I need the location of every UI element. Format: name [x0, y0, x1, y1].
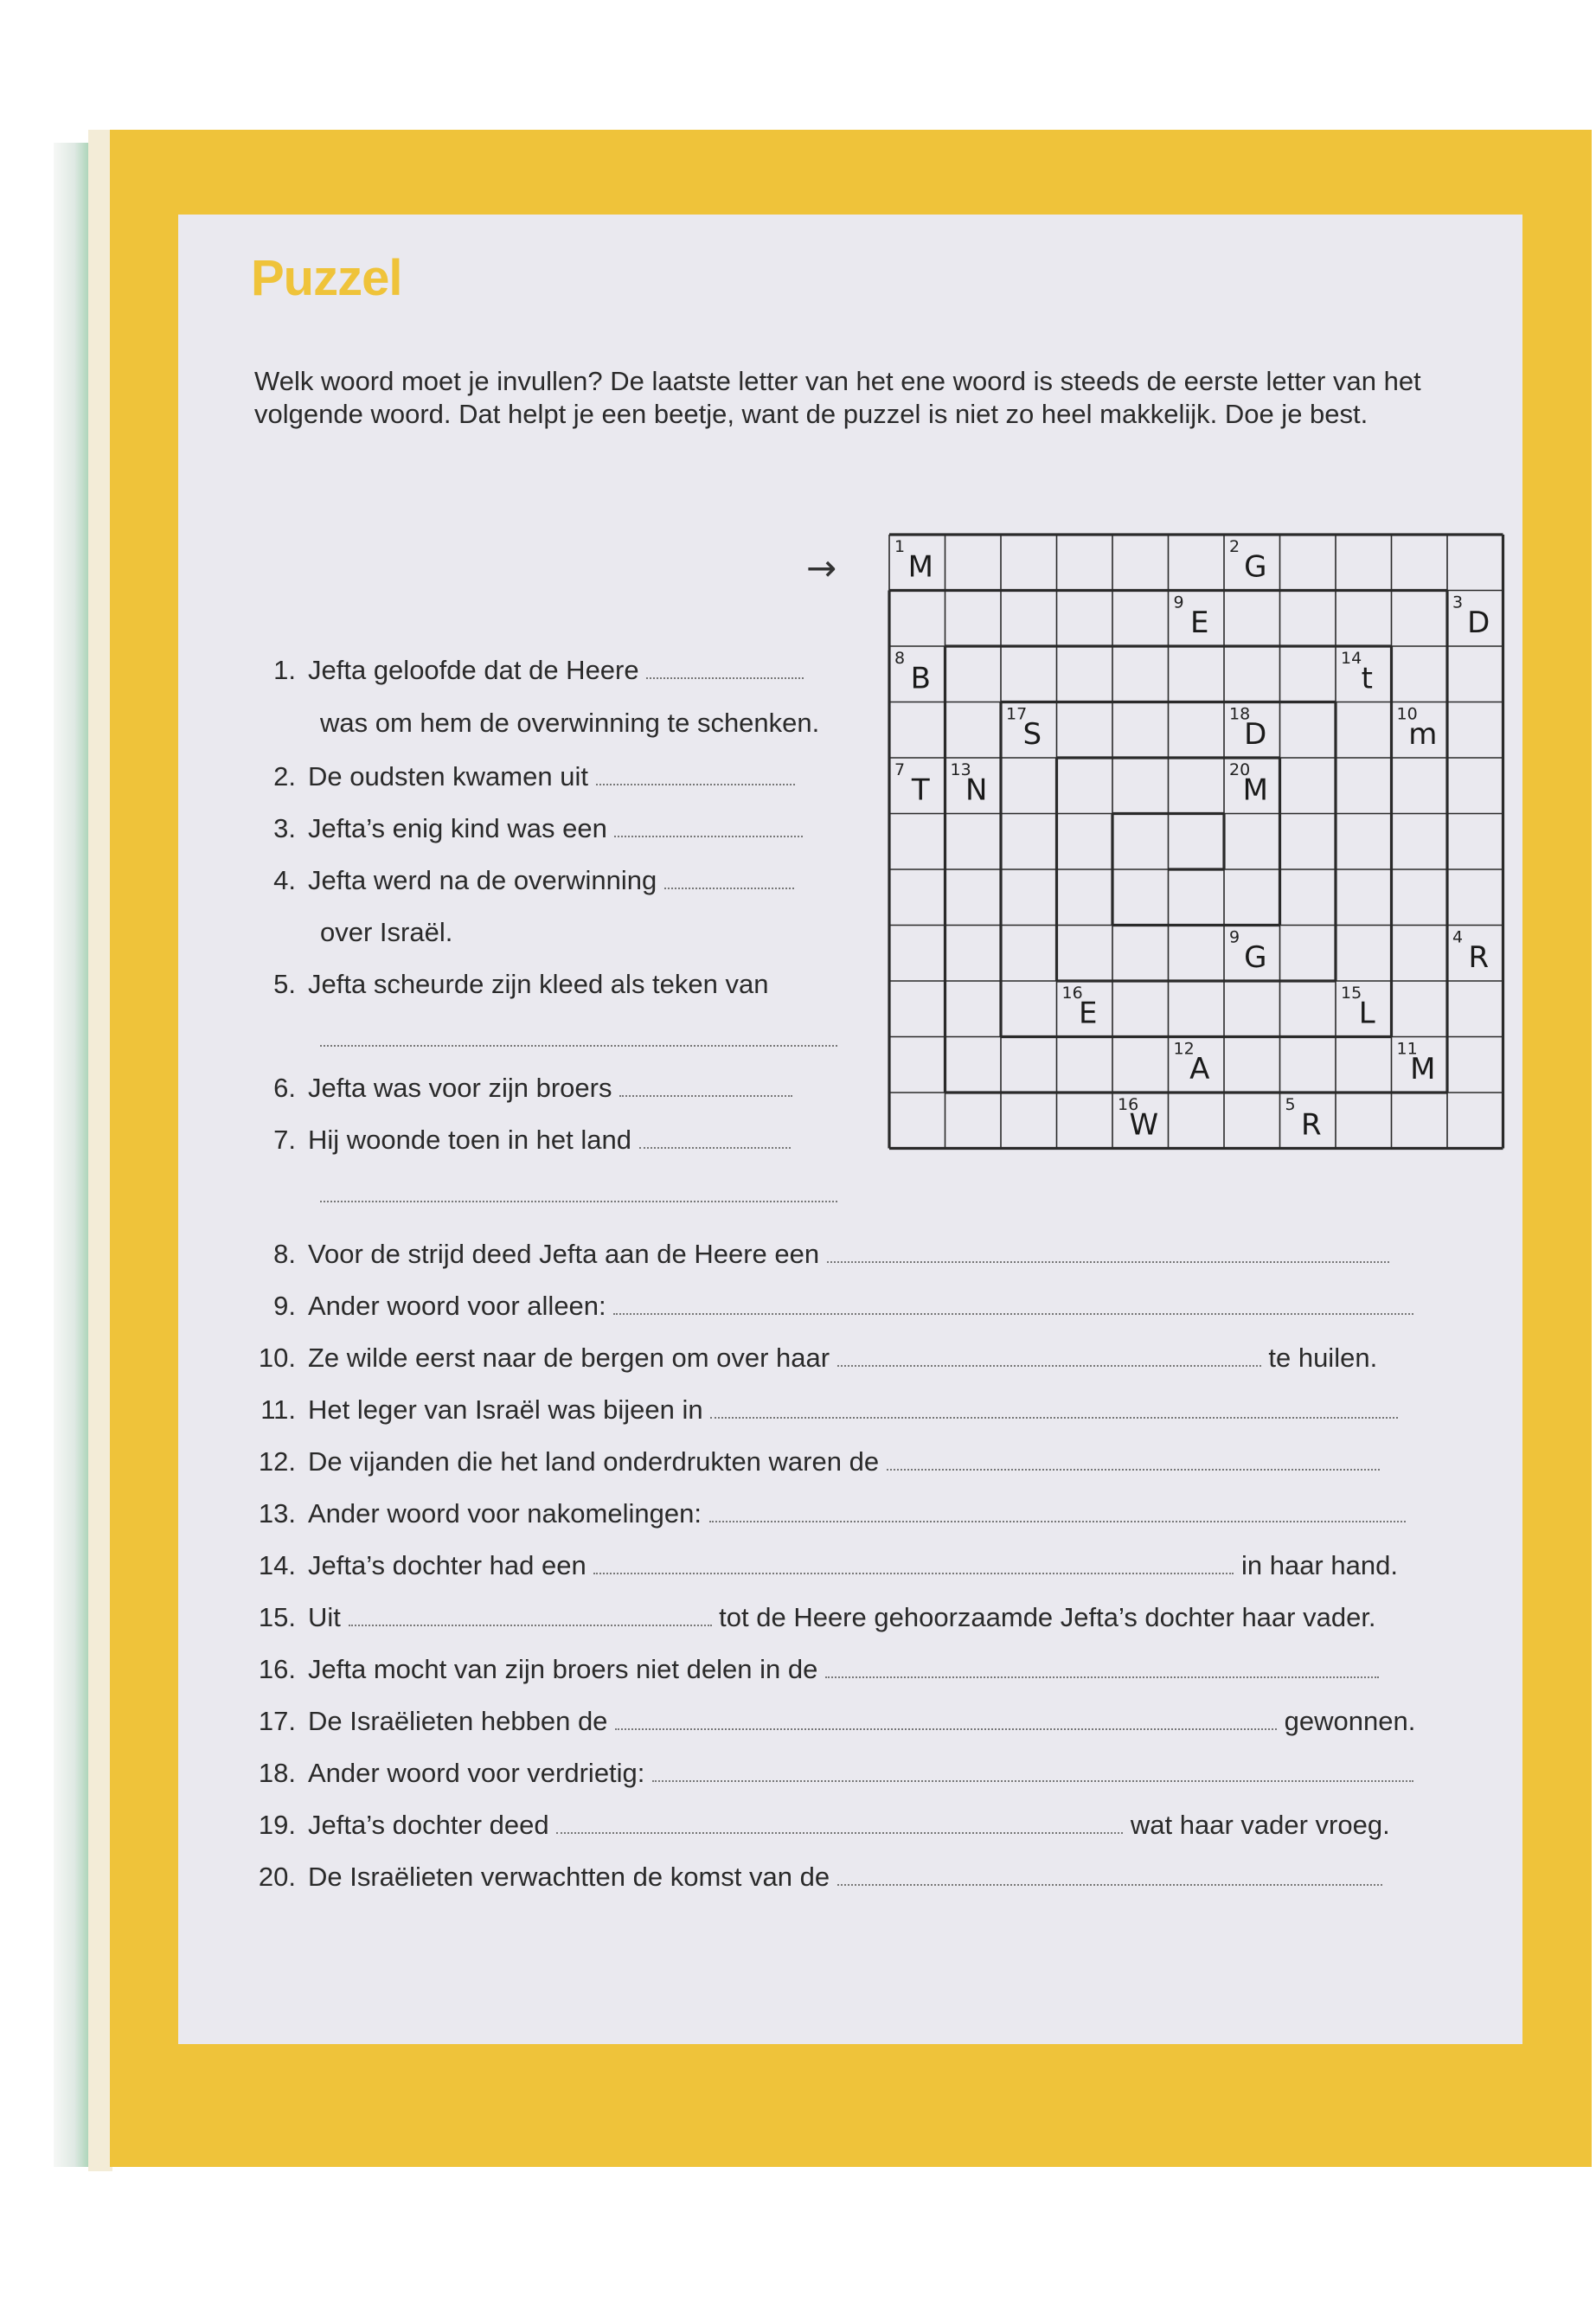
answer-line[interactable]: [652, 1775, 1413, 1782]
clue-13: [251, 1498, 1406, 1529]
grid-cell-number: 7: [894, 760, 906, 779]
clue-text: Ze wilde eerst naar de bergen om over haar: [308, 1343, 830, 1373]
grid-cell-letter[interactable]: T: [911, 772, 930, 808]
grid-cell-number: 17: [1006, 704, 1028, 724]
answer-line[interactable]: [593, 1567, 1234, 1574]
clue-number: 10.: [258, 1343, 296, 1373]
crossword-grid: [887, 532, 1505, 1155]
clue-number: 6.: [273, 1073, 296, 1103]
clue-number: 13.: [258, 1498, 296, 1529]
grid-cell-number: 14: [1341, 649, 1362, 668]
clue-number: 3.: [273, 813, 296, 843]
clue-text: De Israëlieten hebben de: [308, 1706, 608, 1736]
page-title: Puzzel: [251, 250, 402, 306]
clue-15: [251, 1602, 1376, 1633]
answer-line[interactable]: [887, 1464, 1380, 1471]
answer-line[interactable]: [646, 672, 804, 679]
answer-line[interactable]: [614, 830, 803, 837]
clue-6: [251, 1073, 792, 1104]
clue-text: Jefta’s dochter deed: [308, 1810, 549, 1840]
clue-4: [251, 865, 794, 896]
clue-8: [251, 1239, 1389, 1270]
clue-text-after: in haar hand.: [1240, 1550, 1398, 1580]
answer-line[interactable]: [710, 1412, 1398, 1419]
clue-7: [251, 1125, 791, 1156]
intro-text: Welk woord moet je invullen? De laatste letter van het ene woord is steeds de eerste letter van het volgende woord. Dat helpt je een beetje, want de puzzel is niet zo heel makkelijk. Doe je best.: [254, 366, 1421, 429]
clue-5-answer[interactable]: [320, 1022, 837, 1054]
clue-14: [251, 1550, 1398, 1581]
clue-17: [251, 1706, 1415, 1737]
grid-cell-number: 5: [1285, 1095, 1296, 1114]
clue-number: 7.: [273, 1125, 296, 1155]
answer-line[interactable]: [709, 1516, 1406, 1522]
answer-line[interactable]: [837, 1360, 1261, 1367]
grid-cell-letter[interactable]: M: [1242, 772, 1268, 808]
grid-cell-number: 12: [1173, 1039, 1195, 1059]
grid-cell-letter[interactable]: D: [1467, 605, 1490, 640]
clue-number: 14.: [258, 1550, 296, 1580]
clue-text: Jefta was voor zijn broers: [308, 1073, 612, 1103]
clue-number: 8.: [273, 1239, 296, 1269]
clue-text: De vijanden die het land onderdrukten waren de: [308, 1446, 880, 1477]
answer-line[interactable]: [837, 1879, 1382, 1886]
clue-text: Jefta mocht van zijn broers niet delen in de: [308, 1654, 818, 1684]
clue-number: 5.: [273, 969, 296, 999]
grid-cell-letter[interactable]: E: [1079, 996, 1098, 1031]
grid-cell-number: 9: [1173, 593, 1184, 612]
answer-line[interactable]: [664, 882, 794, 889]
grid-cell-number: 8: [894, 649, 906, 668]
answer-line[interactable]: [320, 1195, 837, 1202]
clue-number: 15.: [258, 1602, 296, 1632]
grid-cell-letter[interactable]: G: [1244, 549, 1267, 585]
answer-line[interactable]: [825, 1671, 1379, 1678]
grid-cell-number: 16: [1118, 1095, 1139, 1114]
clue-text-after: te huilen.: [1268, 1343, 1378, 1373]
clue-text: Jefta scheurde zijn kleed als teken van: [308, 969, 769, 999]
clue-text: Ander woord voor nakomelingen:: [308, 1498, 702, 1529]
grid-cell-letter[interactable]: M: [1410, 1051, 1436, 1086]
clue-number: 17.: [258, 1706, 296, 1736]
grid-cell-letter[interactable]: R: [1468, 939, 1490, 975]
clue-number: 19.: [258, 1810, 296, 1840]
answer-line[interactable]: [349, 1619, 712, 1626]
grid-cell-number: 13: [950, 760, 971, 779]
arrow-icon: →: [806, 547, 837, 589]
clue-20: [251, 1862, 1382, 1893]
page-edge: [88, 130, 112, 2171]
grid-cell-number: 3: [1452, 593, 1464, 612]
clue-number: 20.: [258, 1862, 296, 1892]
clue-text: Hij woonde toen in het land: [308, 1125, 631, 1155]
crossword-grid-svg: [887, 532, 1505, 1155]
clue-number: 12.: [258, 1446, 296, 1477]
grid-cell-letter[interactable]: N: [965, 772, 988, 808]
clue-text: Jefta’s enig kind was een: [308, 813, 607, 843]
grid-cell-letter[interactable]: E: [1190, 605, 1209, 640]
clue-1: [251, 655, 804, 686]
clue-10: [251, 1343, 1377, 1374]
clue-19: [251, 1810, 1390, 1841]
clue-text: De oudsten kwamen uit: [308, 761, 588, 792]
clue-2: [251, 761, 795, 792]
answer-line[interactable]: [556, 1827, 1123, 1834]
clue-text-after: tot de Heere gehoorzaamde Jefta’s dochter haar vader.: [719, 1602, 1376, 1632]
grid-cell-letter[interactable]: W: [1129, 1107, 1159, 1143]
grid-cell-letter[interactable]: R: [1300, 1107, 1322, 1143]
grid-cell-number: 1: [894, 537, 906, 556]
clue-text: Ander woord voor alleen:: [308, 1291, 606, 1321]
grid-cell-letter[interactable]: L: [1358, 996, 1375, 1031]
grid-cell-number: 15: [1341, 984, 1362, 1003]
answer-line[interactable]: [619, 1090, 792, 1097]
clue-text: Voor de strijd deed Jefta aan de Heere een: [308, 1239, 820, 1269]
grid-cell-number: 20: [1229, 760, 1251, 779]
clue-number: 9.: [273, 1291, 296, 1321]
clue-text: Jefta werd na de overwinning: [308, 865, 657, 895]
answer-line[interactable]: [639, 1142, 791, 1149]
clue-text: De Israëlieten verwachtten de komst van de: [308, 1862, 830, 1892]
grid-cell-letter[interactable]: B: [910, 661, 931, 696]
grid-cell-number: 18: [1229, 704, 1251, 724]
grid-cell-letter[interactable]: S: [1022, 716, 1042, 752]
clue-text-after: gewonnen.: [1284, 1706, 1416, 1736]
clue-text: Het leger van Israël was bijeen in: [308, 1394, 703, 1425]
clue-number: 2.: [273, 761, 296, 792]
clue-18: [251, 1758, 1413, 1789]
clue-4-continued: over Israël.: [320, 917, 453, 947]
answer-line[interactable]: [320, 1040, 837, 1047]
answer-line[interactable]: [596, 779, 795, 785]
answer-line[interactable]: [615, 1723, 1277, 1730]
clue-number: 4.: [273, 865, 296, 895]
grid-cell-letter[interactable]: D: [1244, 716, 1267, 752]
answer-line[interactable]: [827, 1256, 1389, 1263]
grid-cell-number: 10: [1396, 704, 1418, 724]
grid-cell-number: 2: [1229, 537, 1240, 556]
answer-line[interactable]: [613, 1308, 1413, 1315]
clue-number: 16.: [258, 1654, 296, 1684]
grid-cell-letter[interactable]: M: [907, 549, 933, 585]
clue-3: [251, 813, 803, 844]
grid-cell-letter[interactable]: A: [1189, 1051, 1210, 1086]
clue-9: [251, 1291, 1413, 1322]
grid-cell-letter[interactable]: G: [1244, 939, 1267, 975]
clue-text: Uit: [308, 1602, 341, 1632]
grid-cell-number: 4: [1452, 927, 1464, 947]
clue-5: [251, 969, 768, 1000]
clue-number: 1.: [273, 655, 296, 685]
clue-7-answer[interactable]: [320, 1178, 837, 1209]
clue-text: Jefta geloofde dat de Heere: [308, 655, 639, 685]
clue-11: [251, 1394, 1398, 1426]
grid-cell-number: 9: [1229, 927, 1240, 947]
grid-cell-number: 11: [1396, 1039, 1418, 1059]
clue-number: 18.: [258, 1758, 296, 1788]
clue-text: Jefta’s dochter had een: [308, 1550, 586, 1580]
clue-text-after: wat haar vader vroeg.: [1130, 1810, 1390, 1840]
clue-12: [251, 1446, 1380, 1477]
grid-cell-number: 16: [1061, 984, 1083, 1003]
clue-number: 11.: [260, 1394, 296, 1425]
grid-cell-letter[interactable]: m: [1408, 716, 1438, 752]
clue-1-continued: was om hem de overwinning te schenken.: [320, 708, 820, 738]
clue-16: [251, 1654, 1379, 1685]
grid-cell-letter[interactable]: t: [1361, 661, 1373, 696]
clue-text: Ander woord voor verdrietig:: [308, 1758, 645, 1788]
